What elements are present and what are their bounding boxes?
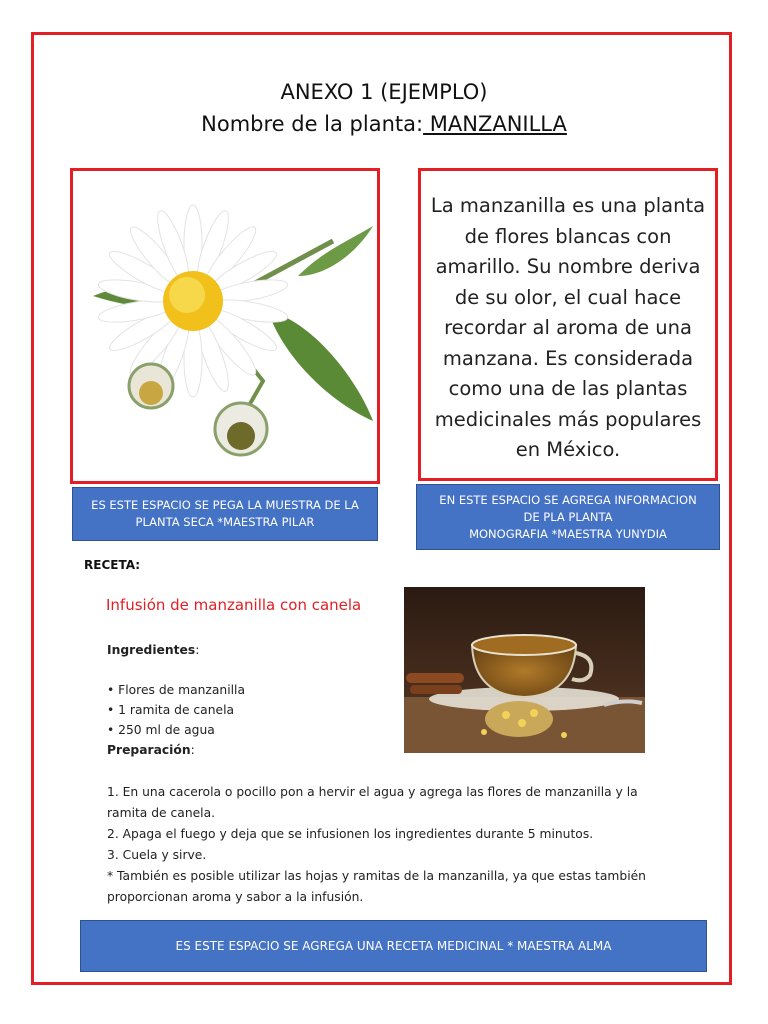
step-1: 1. En una cacerola o pocillo pon a hervir el agua y agrega las flores de manzanilla y la ramita de canela. (107, 785, 638, 820)
plant-description: La manzanilla es una planta de flores blancas con amarillo. Su nombre deriva de su olor, el cual hace recordar al aroma de una manzana. Es considerada como una de las plantas medicinales más populares en México. (430, 194, 706, 461)
recipe-instruction-banner: ES ESTE ESPACIO SE AGREGA UNA RECETA MEDICINAL * MAESTRA ALMA (80, 920, 707, 972)
tea-photo-illustration (404, 587, 645, 753)
monograph-instruction-banner: EN ESTE ESPACIO SE AGREGA INFORMACION DE PLA PLANTA MONOGRAFIA *MAESTRA YUNYDIA (416, 484, 720, 550)
ingredient-item: • Flores de manzanilla (107, 683, 245, 697)
step-2: 2. Apaga el fuego y deja que se infusionen los ingredientes durante 5 minutos. (107, 827, 594, 841)
annex-title: ANEXO 1 (EJEMPLO) (280, 80, 488, 104)
step-note: * También es posible utilizar las hojas y ramitas de la manzanilla, ya que estas también proporcionan aroma y sabor a la infusión. (107, 869, 646, 904)
plant-name: MANZANILLA (423, 112, 567, 136)
plant-name-prefix: Nombre de la planta: (201, 112, 424, 136)
ingredients-label: Ingredientes (107, 643, 196, 657)
recipe-title: Infusión de manzanilla con canela (106, 596, 362, 614)
ingredient-item: • 250 ml de agua (107, 723, 215, 737)
plant-sample-box (70, 168, 380, 484)
plant-info-box (418, 168, 718, 481)
plant-name-heading (0, 112, 768, 136)
sample-instruction-banner: ES ESTE ESPACIO SE PEGA LA MUESTRA DE LA PLANTA SECA *MAESTRA PILAR (72, 487, 378, 541)
ingredient-item: • 1 ramita de canela (107, 703, 235, 717)
preparation-colon: : (190, 743, 195, 757)
recipe-label: RECETA: (84, 558, 141, 572)
preparation-steps (107, 782, 667, 908)
step-3: 3. Cuela y sirve. (107, 848, 207, 862)
preparation-label: Preparación (107, 743, 191, 757)
ingredients-heading (107, 640, 199, 660)
chamomile-flower-image (73, 171, 377, 481)
ingredients-colon: : (195, 643, 200, 657)
preparation-heading (107, 740, 195, 760)
tea-cup-image (404, 587, 645, 753)
